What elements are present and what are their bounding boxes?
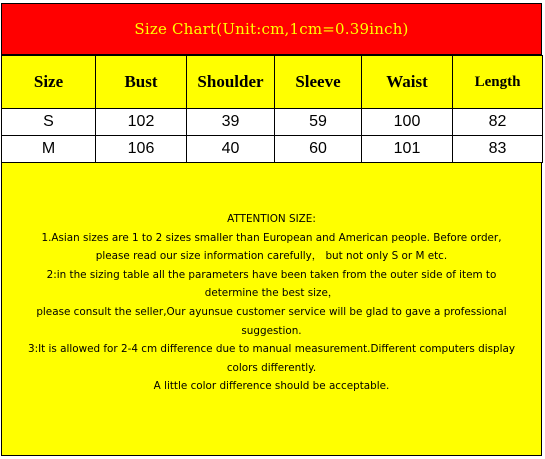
cell-length: 83 <box>453 136 543 163</box>
size-chart-title: Size Chart(Unit:cm,1cm=0.39inch) <box>1 3 542 55</box>
header-bust: Bust <box>96 56 187 109</box>
cell-waist: 100 <box>362 109 453 136</box>
attention-line: colors differently. <box>226 361 317 374</box>
cell-size: S <box>2 109 96 136</box>
cell-bust: 106 <box>96 136 187 163</box>
attention-heading: ATTENTION SIZE: <box>227 213 316 225</box>
cell-sleeve: 60 <box>275 136 362 163</box>
cell-shoulder: 40 <box>187 136 275 163</box>
header-size: Size <box>2 56 96 109</box>
cell-bust: 102 <box>96 109 187 136</box>
attention-line: please consult the seller,Our ayunsue customer service will be glad to gave a professional <box>36 305 507 318</box>
attention-line: A little color difference should be acceptable. <box>153 380 390 393</box>
cell-shoulder: 39 <box>187 109 275 136</box>
size-table <box>1 55 543 163</box>
attention-notes <box>1 162 542 456</box>
attention-line: determine the best size， <box>204 287 339 300</box>
table-header-row <box>2 56 543 109</box>
attention-line: 1.Asian sizes are 1 to 2 sizes smaller than European and American people. Before order, <box>41 231 502 244</box>
header-sleeve: Sleeve <box>275 56 362 109</box>
attention-line: suggestion. <box>241 324 302 337</box>
attention-line: please read our size information carefully， but not only S or M etc. <box>95 250 448 263</box>
header-waist: Waist <box>362 56 453 109</box>
cell-size: M <box>2 136 96 163</box>
attention-line: 2:in the sizing table all the parameters have been taken from the outer side of item to <box>46 268 497 281</box>
attention-line: 3:It is allowed for 2-4 cm difference due to manual measurement.Different computers display <box>27 343 516 356</box>
table-row <box>2 109 543 136</box>
table-row <box>2 136 543 163</box>
cell-sleeve: 59 <box>275 109 362 136</box>
header-length: Length <box>453 56 543 109</box>
cell-length: 82 <box>453 109 543 136</box>
cell-waist: 101 <box>362 136 453 163</box>
header-shoulder: Shoulder <box>187 56 275 109</box>
